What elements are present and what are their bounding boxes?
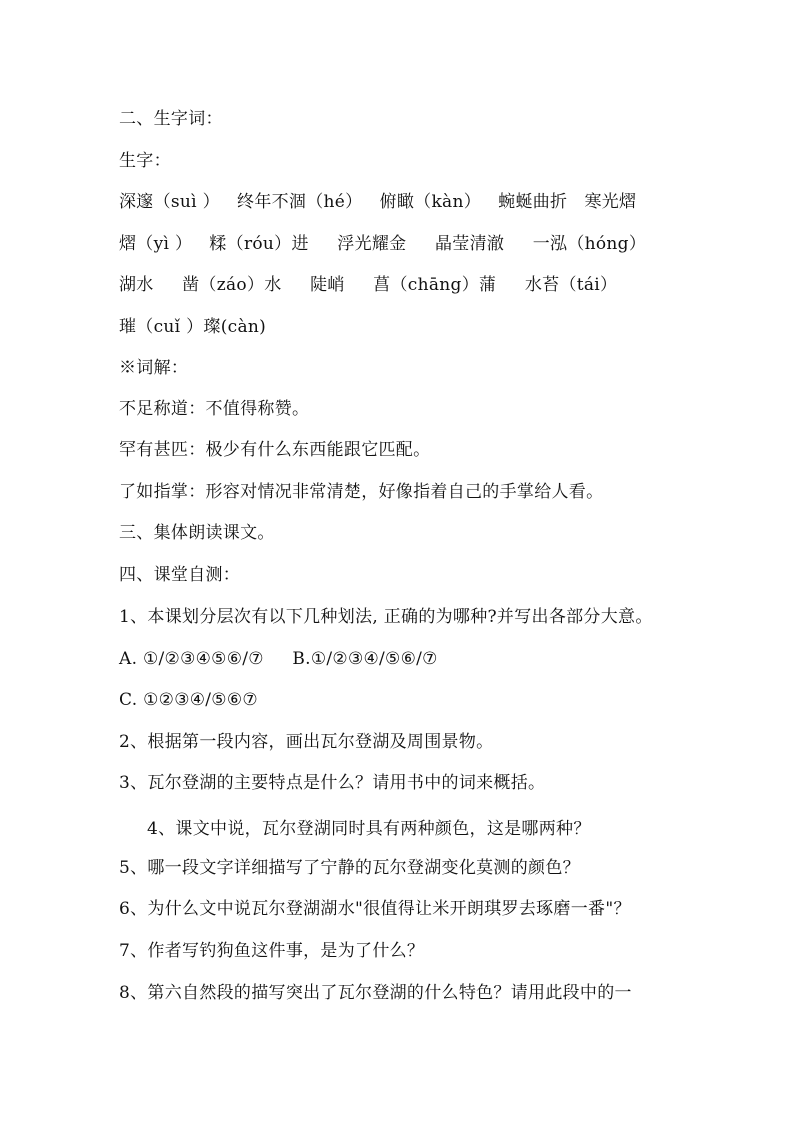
question-2: 2、根据第一段内容，画出瓦尔登湖及周围景物。	[119, 732, 494, 752]
question-7: 7、作者写钓狗鱼这件事，是为了什么？	[119, 941, 425, 961]
new-chars-line-3: 湖水 凿（záo）水 陡峭 菖（chāng）蒲 水苔（tái）	[119, 275, 618, 295]
new-chars-line-4: 璀（cuǐ ）璨(càn)	[119, 317, 267, 337]
question-8: 8、第六自然段的描写突出了瓦尔登湖的什么特色？请用此段中的一	[119, 983, 632, 1003]
question-1-options-a-b: A. ①/②③④⑤⑥/⑦ B.①/②③④/⑤⑥/⑦	[119, 649, 438, 669]
word-explanation-2: 罕有甚匹：极少有什么东西能跟它匹配。	[119, 440, 431, 460]
word-explanation-3: 了如指掌：形容对情况非常清楚，好像指着自己的手掌给人看。	[119, 482, 604, 502]
section-heading-vocab: 二、生字词：	[119, 109, 223, 129]
question-3: 3、瓦尔登湖的主要特点是什么？请用书中的词来概括。	[119, 773, 546, 793]
new-chars-line-1: 深邃（suì ） 终年不涸（hé） 俯瞰（kàn） 蜿蜒曲折 寒光熠	[119, 192, 637, 212]
question-1: 1、本课划分层次有以下几种划法, 正确的为哪种?并写出各部分大意。	[119, 607, 653, 627]
new-chars-line-2: 熠（yì ） 糅（róu）进 浮光耀金 晶莹清澈 一泓（hóng）	[119, 234, 647, 254]
question-6: 6、为什么文中说瓦尔登湖湖水"很值得让米开朗琪罗去琢磨一番"？	[119, 899, 631, 919]
question-1-option-c: C. ①②③④/⑤⑥⑦	[119, 690, 258, 710]
question-4: 4、课文中说，瓦尔登湖同时具有两种颜色，这是哪两种？	[147, 819, 591, 839]
question-5: 5、哪一段文字详细描写了宁静的瓦尔登湖变化莫测的颜色？	[119, 858, 580, 878]
word-explanation-1: 不足称道：不值得称赞。	[119, 399, 310, 419]
word-explain-label: ※词解：	[119, 358, 189, 378]
new-chars-label: 生字：	[119, 151, 171, 171]
section-heading-test: 四、课堂自测：	[119, 565, 241, 585]
section-heading-reading: 三、集体朗读课文。	[119, 523, 275, 543]
